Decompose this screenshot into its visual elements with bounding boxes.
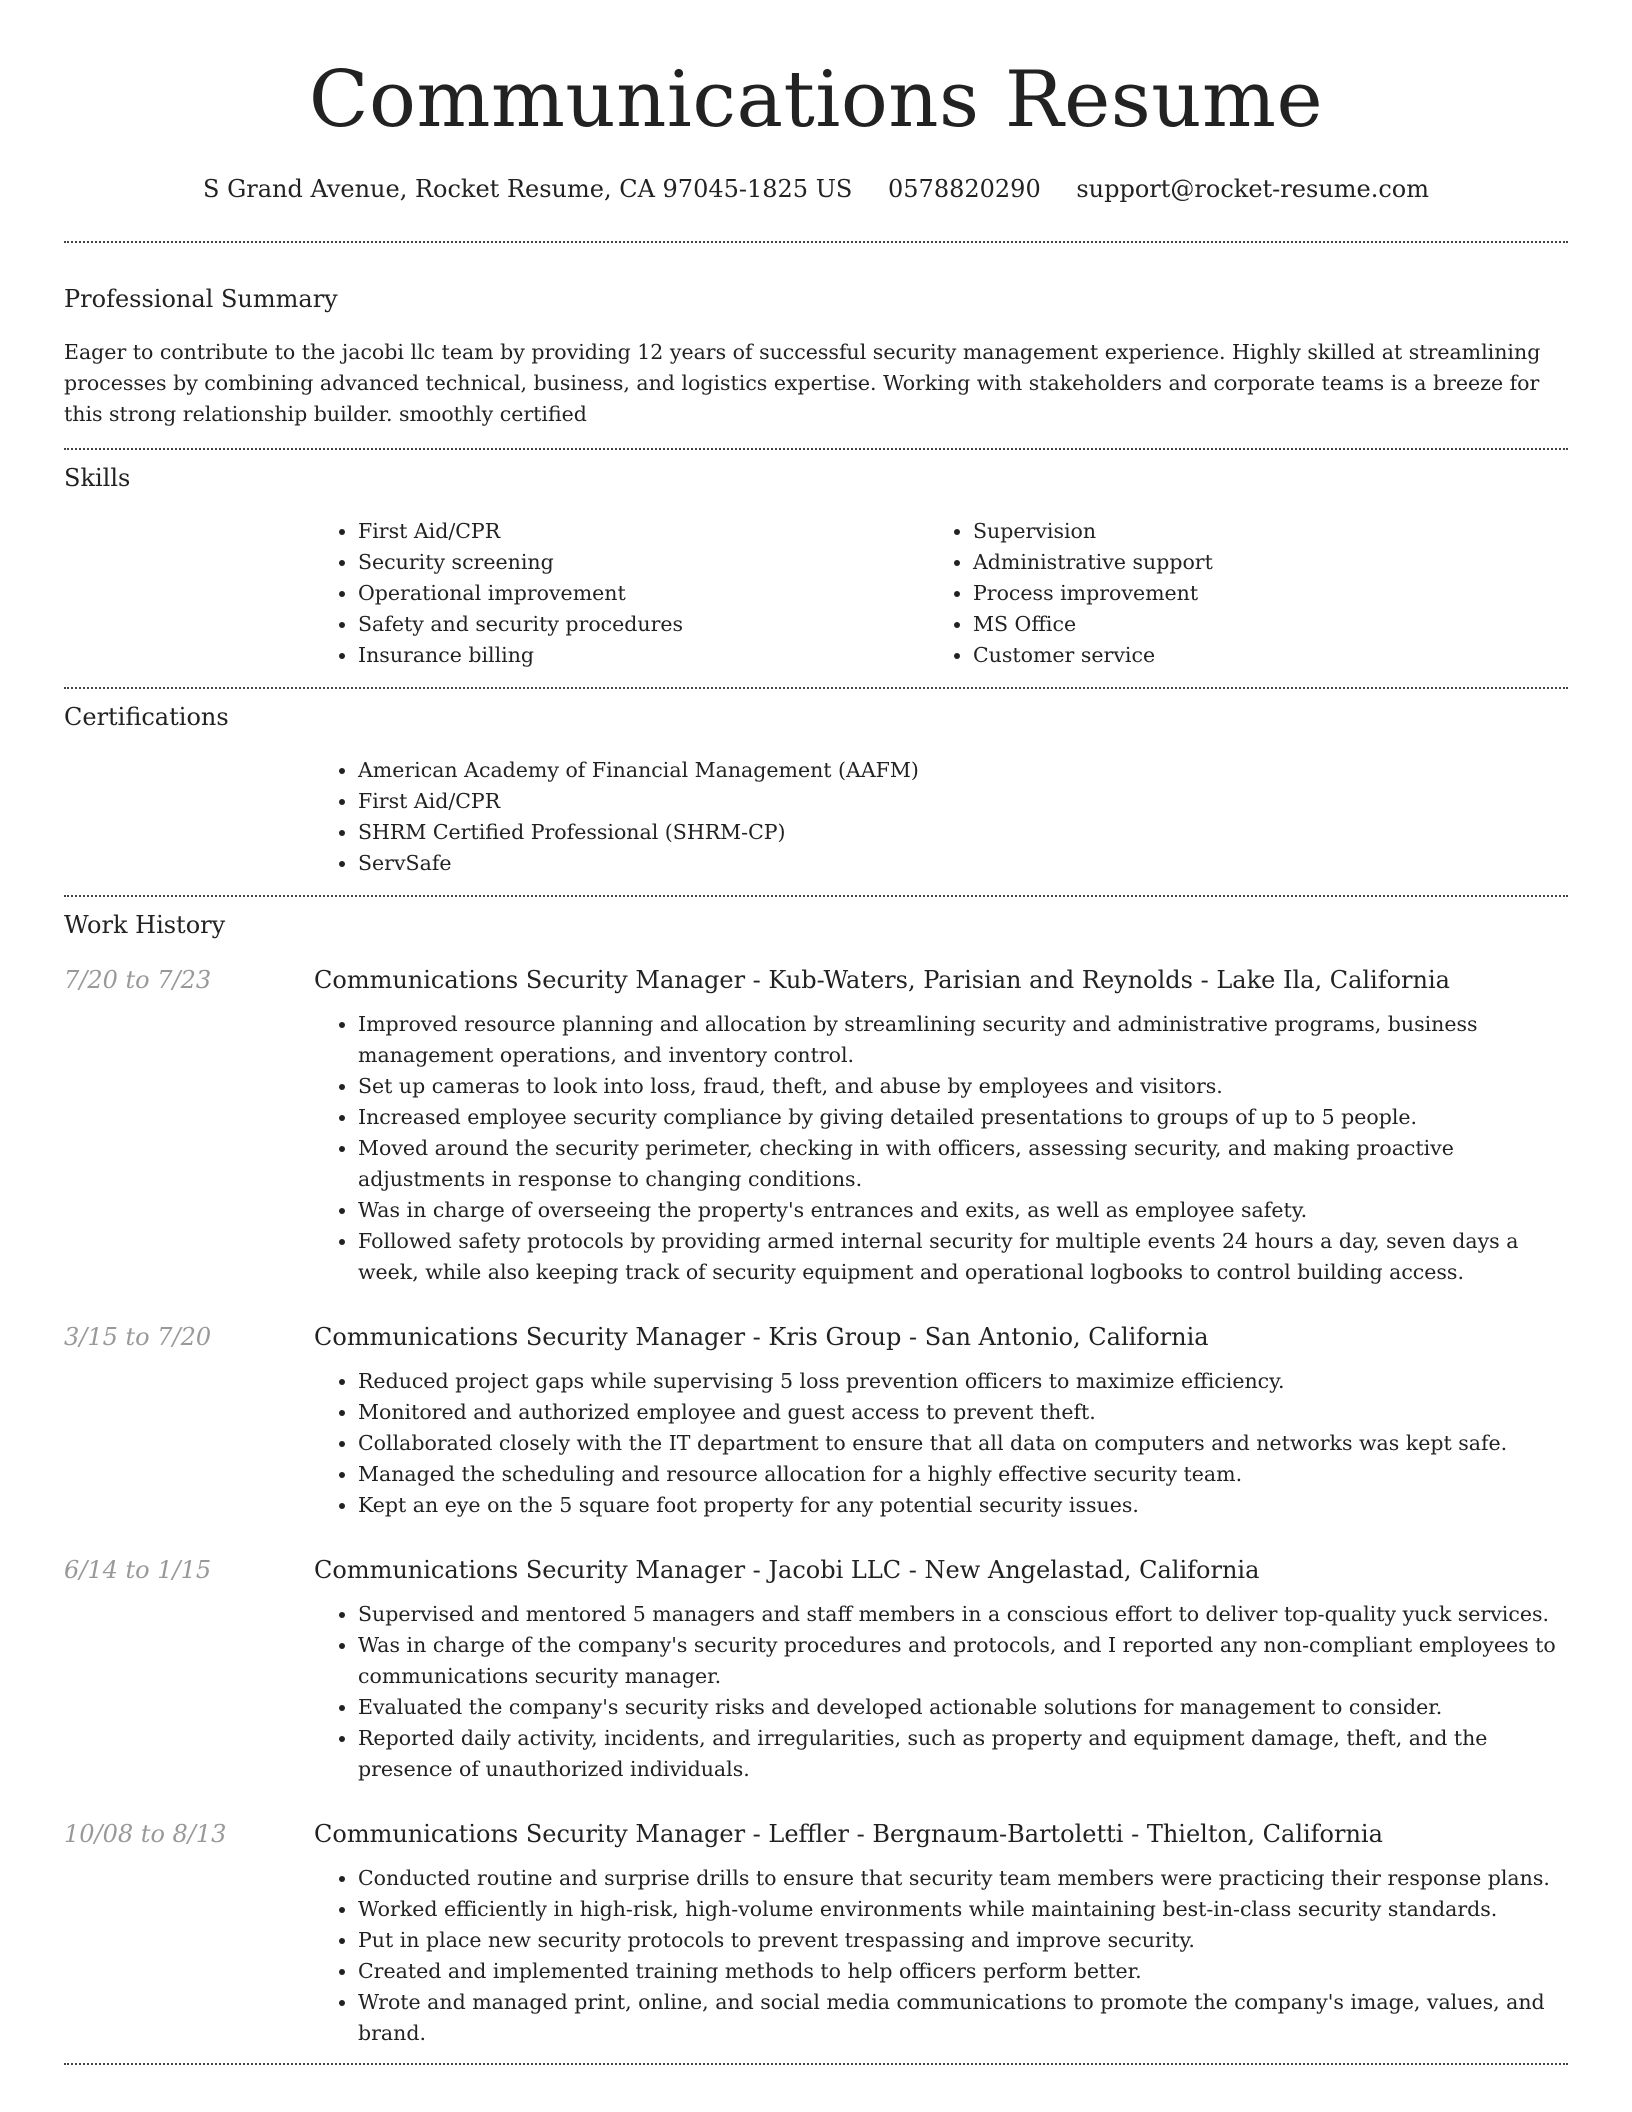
contact-phone: 0578820290 [888, 175, 1041, 203]
job-bullets [314, 1863, 1568, 2049]
list-item: • Evaluated the company's security risks and developed actionable solutions for management to consider. [358, 1692, 1568, 1723]
job-title: Communications Security Manager - Jacobi LLC - New Angelastad, California [314, 1556, 1260, 1584]
list-item: • Worked efficiently in high-risk, high-volume environments while maintaining best-in-class security standards. [358, 1894, 1568, 1925]
list-item: • Improved resource planning and allocation by streamlining security and administrative programs, business management operations, and inventory control. [358, 1009, 1568, 1071]
contact-line [64, 172, 1568, 206]
divider [64, 448, 1568, 450]
divider [64, 895, 1568, 897]
skills-grid [314, 516, 1568, 671]
divider [64, 2063, 1568, 2065]
job-bullets [314, 1009, 1568, 1288]
work-history-heading: Work History [64, 911, 226, 939]
list-item: • American Academy of Financial Management (AAFM) [358, 755, 1568, 786]
list-item: • Put in place new security protocols to prevent trespassing and improve security. [358, 1925, 1568, 1956]
list-item: • Set up cameras to look into loss, fraud, theft, and abuse by employees and visitors. [358, 1071, 1568, 1102]
list-item: • Kept an eye on the 5 square foot property for any potential security issues. [358, 1490, 1568, 1521]
summary-heading: Professional Summary [64, 285, 338, 313]
work-history-section [64, 909, 1568, 2049]
list-item: • Security screening [358, 547, 929, 578]
job-entry [64, 1320, 1568, 1521]
list-item: • Supervised and mentored 5 managers and staff members in a conscious effort to deliver top-quality yuck services. [358, 1599, 1568, 1630]
job-date: 6/14 to 1/15 [64, 1556, 212, 1584]
divider [64, 687, 1568, 689]
page-title: Communications Resume [308, 55, 1324, 145]
list-item: • Was in charge of overseeing the property's entrances and exits, as well as employee safety. [358, 1195, 1568, 1226]
list-item: • Increased employee security compliance by giving detailed presentations to groups of up to 5 people. [358, 1102, 1568, 1133]
skills-section [64, 462, 1568, 671]
list-item: • Was in charge of the company's security procedures and protocols, and I reported any non-compliant employees to communications security manager. [358, 1630, 1568, 1692]
list-item: • Insurance billing [358, 640, 929, 671]
certifications-list [314, 755, 1568, 879]
job-entry [64, 1553, 1568, 1785]
skills-list-right [929, 516, 1544, 671]
list-item: • First Aid/CPR [358, 786, 1568, 817]
job-entry [64, 963, 1568, 1288]
list-item: • Customer service [973, 640, 1544, 671]
job-date: 7/20 to 7/23 [64, 966, 212, 994]
divider [64, 241, 1568, 243]
list-item: • Collaborated closely with the IT department to ensure that all data on computers and networks was kept safe. [358, 1428, 1568, 1459]
job-title: Communications Security Manager - Kub-Waters, Parisian and Reynolds - Lake Ila, California [314, 966, 1450, 994]
job-bullets [314, 1366, 1568, 1521]
list-item: • Followed safety protocols by providing armed internal security for multiple events 24 hours a day, seven days a week, while also keeping track of security equipment and operational logbooks to control building access. [358, 1226, 1568, 1288]
list-item: • Monitored and authorized employee and guest access to prevent theft. [358, 1397, 1568, 1428]
list-item: • Created and implemented training methods to help officers perform better. [358, 1956, 1568, 1987]
contact-email: support@rocket-resume.com [1076, 175, 1429, 203]
list-item: • Wrote and managed print, online, and social media communications to promote the company's image, values, and brand. [358, 1987, 1568, 2049]
resume-page [64, 0, 1568, 2065]
list-item: • SHRM Certified Professional (SHRM-CP) [358, 817, 1568, 848]
job-title: Communications Security Manager - Leffler - Bergnaum-Bartoletti - Thielton, California [314, 1820, 1383, 1848]
list-item: • Operational improvement [358, 578, 929, 609]
job-date: 3/15 to 7/20 [64, 1323, 212, 1351]
list-item: • Administrative support [973, 547, 1544, 578]
job-entry [64, 1817, 1568, 2049]
list-item: • Reported daily activity, incidents, and irregularities, such as property and equipment damage, theft, and the presence of unauthorized individuals. [358, 1723, 1568, 1785]
list-item: • ServSafe [358, 848, 1568, 879]
list-item: • Supervision [973, 516, 1544, 547]
certifications-section [64, 701, 1568, 879]
skills-list-left [314, 516, 929, 671]
contact-address: S Grand Avenue, Rocket Resume, CA 97045-1825 US [203, 175, 853, 203]
list-item: • Managed the scheduling and resource allocation for a highly effective security team. [358, 1459, 1568, 1490]
list-item: • Moved around the security perimeter, checking in with officers, assessing security, and making proactive adjustments in response to changing conditions. [358, 1133, 1568, 1195]
job-date: 10/08 to 8/13 [64, 1820, 227, 1848]
certifications-heading: Certifications [64, 703, 229, 731]
list-item: • Conducted routine and surprise drills to ensure that security team members were practicing their response plans. [358, 1863, 1568, 1894]
list-item: • Reduced project gaps while supervising 5 loss prevention officers to maximize efficiency. [358, 1366, 1568, 1397]
list-item: • First Aid/CPR [358, 516, 929, 547]
job-title: Communications Security Manager - Kris Group - San Antonio, California [314, 1323, 1209, 1351]
list-item: • MS Office [973, 609, 1544, 640]
list-item: • Process improvement [973, 578, 1544, 609]
summary-section [64, 283, 1568, 430]
skills-heading: Skills [64, 464, 131, 492]
summary-text: Eager to contribute to the jacobi llc team by providing 12 years of successful security management experience. Highly skilled at streamlining processes by combining advanced technical, business, and logistics expertise. Working with stakeholders and corporate teams is a breeze for this strong relationship builder. smoothly certified [64, 340, 1541, 426]
job-bullets [314, 1599, 1568, 1785]
list-item: • Safety and security procedures [358, 609, 929, 640]
